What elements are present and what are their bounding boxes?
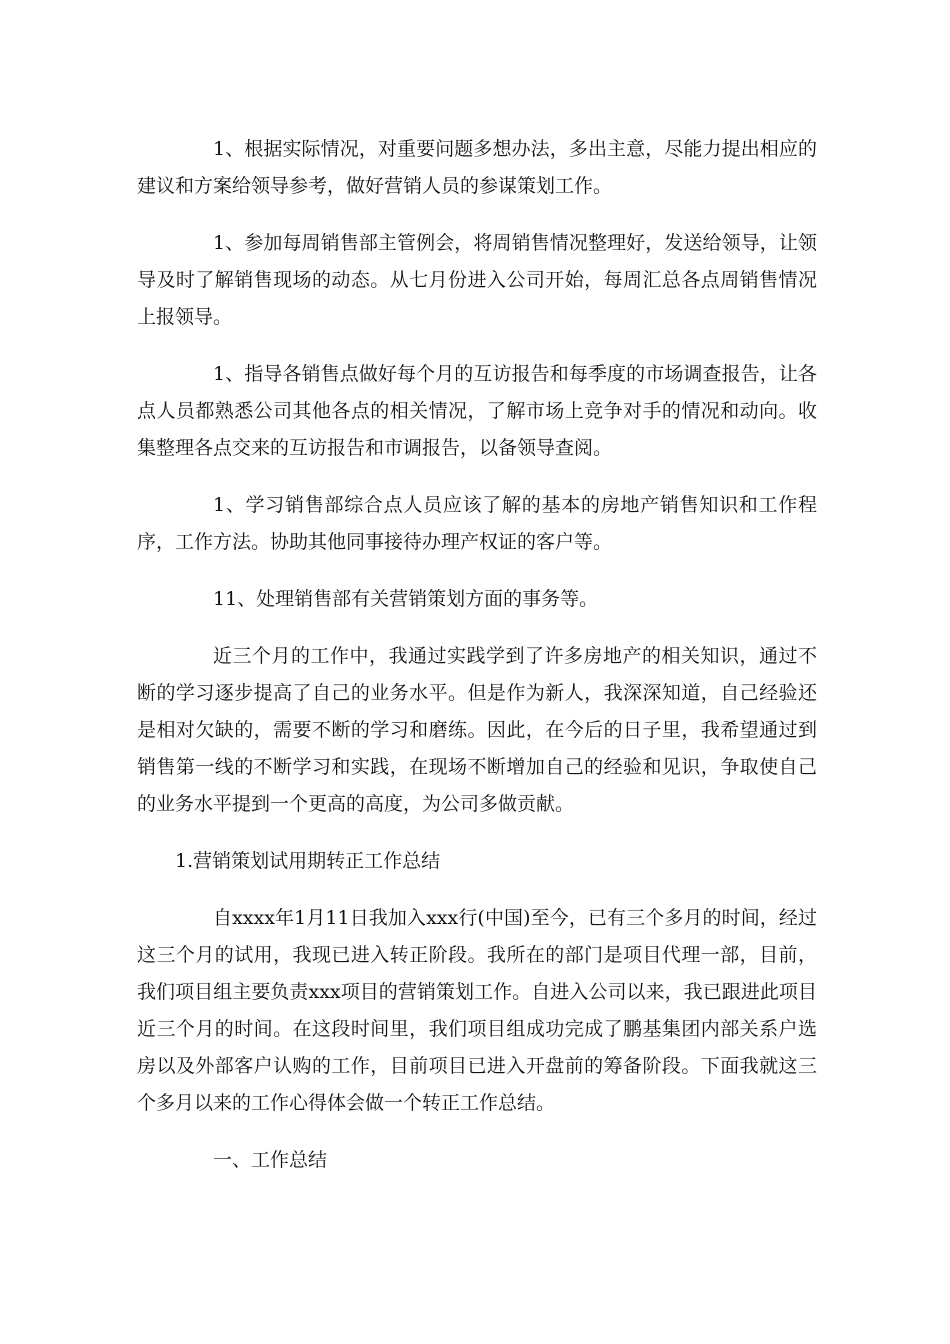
paragraph-three-month-summary: 近三个月的工作中，我通过实践学到了许多房地产的相关知识，通过不断的学习逐步提高了自己的业务水平。但是作为新人，我深深知道，自己经验还是相对欠缺的，需要不断的学习和磨练。因此，在今后的日子里，我希望通过到销售第一线的不断学习和实践，在现场不断增加自己的经验和见识，争取使自己的业务水平提到一个更高的高度，为公司多做贡献。	[137, 645, 817, 815]
paragraph-weekly-meeting: 1、参加每周销售部主管例会，将周销售情况整理好，发送给领导，让领导及时了解销售现场的动态。从七月份进入公司开始，每周汇总各点周销售情况上报领导。	[137, 232, 817, 328]
paragraph-visit-reports: 1、指导各销售点做好每个月的互访报告和每季度的市场调查报告，让各点人员都熟悉公司其他各点的相关情况，了解市场上竞争对手的情况和动向。收集整理各点交来的互访报告和市调报告，以备领导查阅。	[137, 363, 817, 459]
paragraph-joining-company: 自xxxx年1月11日我加入xxx行(中国)至今，已有三个多月的时间，经过这三个月的试用，我现已进入转正阶段。我所在的部门是项目代理一部，目前，我们项目组主要负责xxx项目的营销策划工作。自进入公司以来，我已跟进此项目近三个月的时间。在这段时间里，我们项目组成功完成了鹏基集团内部关系户选房以及外部客户认购的工作，目前项目已进入开盘前的筹备阶段。下面我就这三个多月以来的工作心得体会做一个转正工作总结。	[137, 907, 817, 1114]
paragraph-sales-knowledge: 1、学习销售部综合点人员应该了解的基本的房地产销售知识和工作程序，工作方法。协助其他同事接待办理产权证的客户等。	[137, 494, 817, 553]
section-heading-probation-summary: 1.营销策划试用期转正工作总结	[175, 850, 441, 872]
section-heading-work-summary: 一、工作总结	[213, 1149, 328, 1171]
paragraph-planning-advice: 1、根据实际情况，对重要问题多想办法，多出主意，尽能力提出相应的建议和方案给领导参考，做好营销人员的参谋策划工作。	[137, 138, 817, 197]
paragraph-marketing-affairs: 11、处理销售部有关营销策划方面的事务等。	[213, 588, 599, 610]
document-body	[137, 131, 817, 1199]
